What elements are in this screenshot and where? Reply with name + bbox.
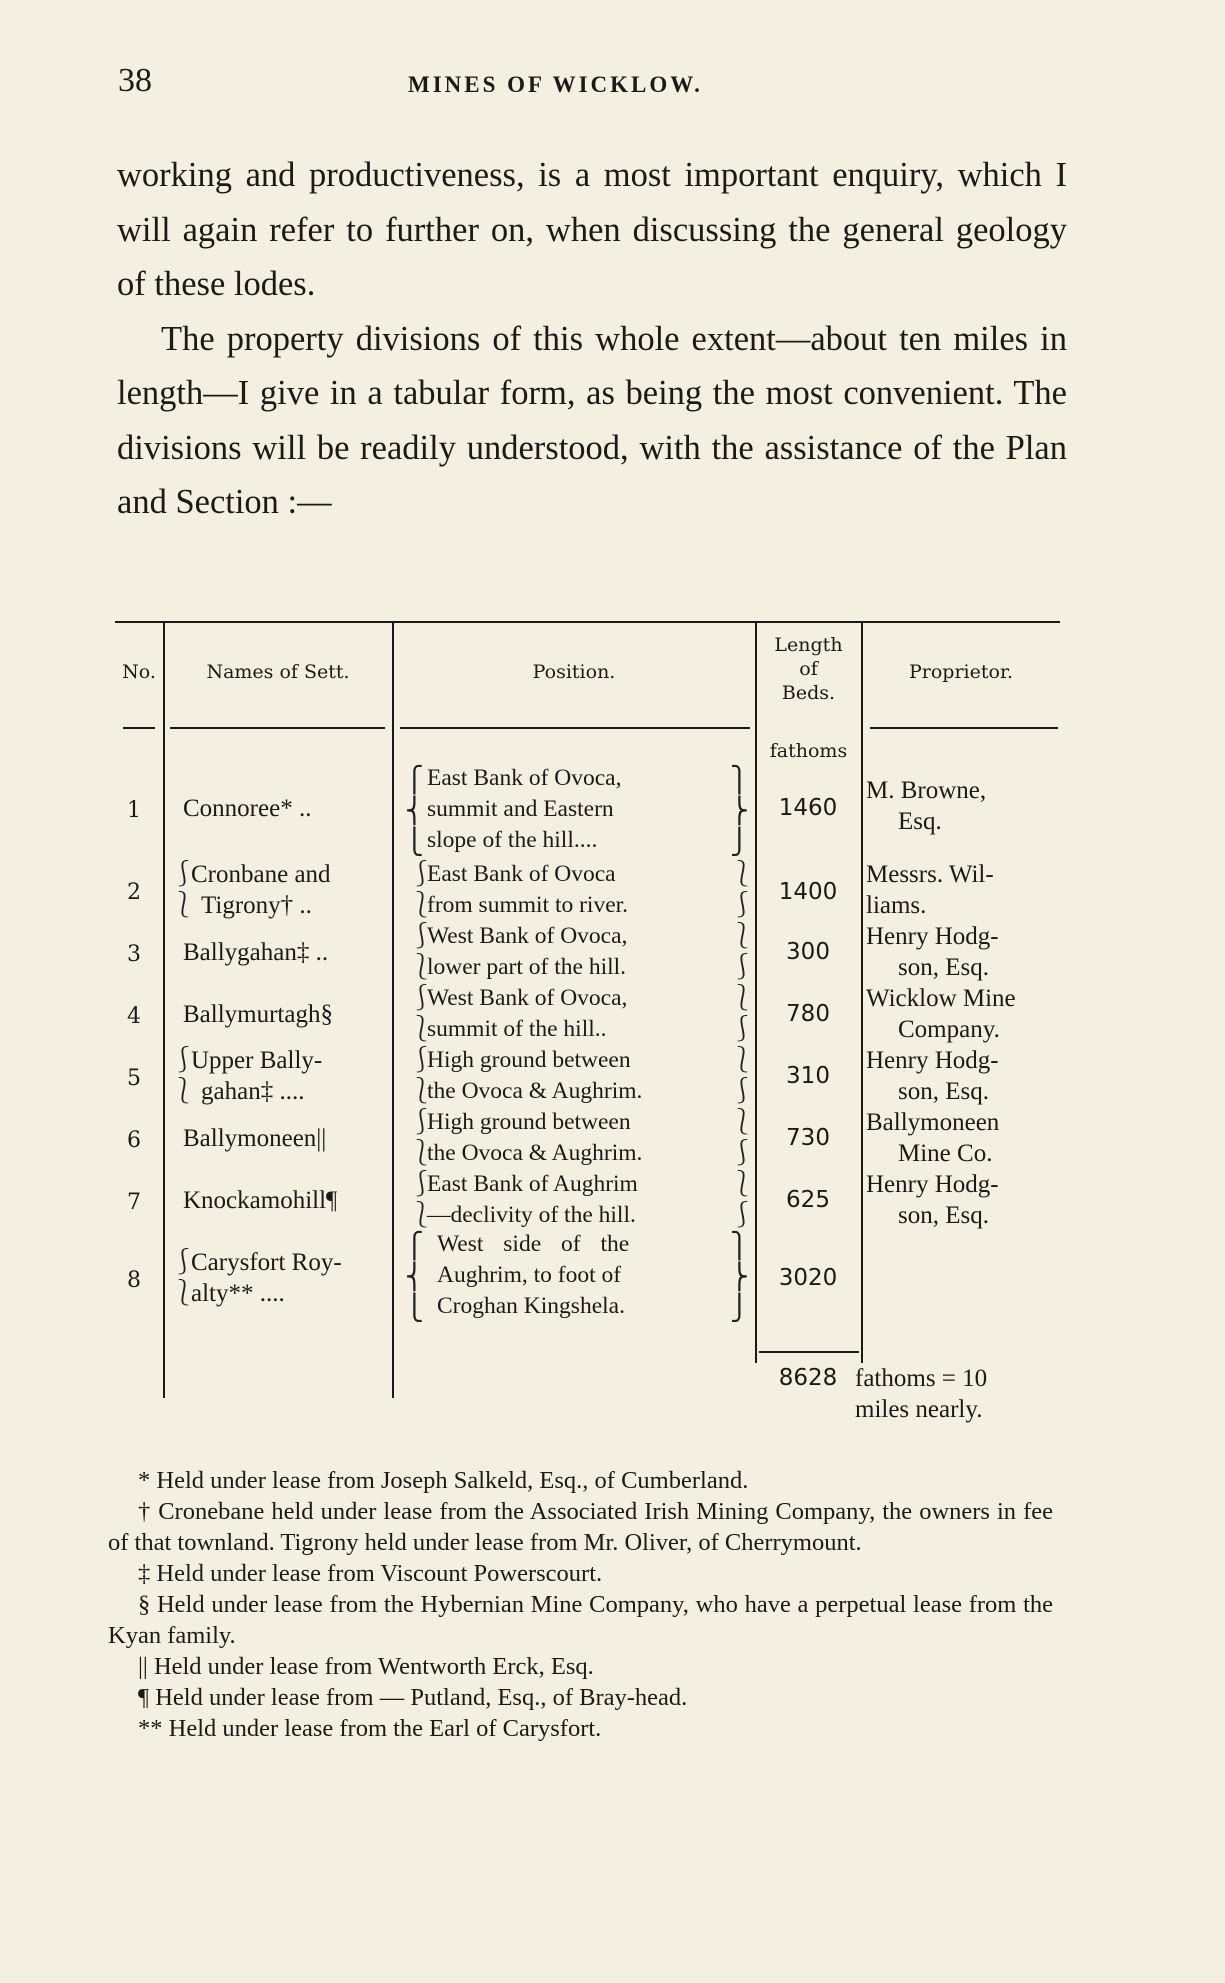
left-brace: ⎰ ⎱ <box>409 1171 435 1229</box>
proprietor: Messrs. Wil- liams. <box>866 861 994 919</box>
left-brace: ⎰ ⎱ <box>171 861 197 919</box>
left-brace: ⎧ ⎨ ⎩ <box>405 767 424 856</box>
sett-name: Connoree* .. <box>183 795 312 822</box>
row-number: 8 <box>127 1268 141 1293</box>
sett-position: West Bank of Ovoca, summit of the hill.. <box>427 985 628 1042</box>
sett-name: Ballymurtagh§ <box>183 1001 333 1028</box>
left-brace: ⎰ ⎱ <box>409 1109 435 1167</box>
total-length: 8628 <box>778 1365 838 1391</box>
bed-length: 730 <box>786 1125 830 1151</box>
column-rule <box>392 623 394 1398</box>
page-header <box>118 62 1078 112</box>
length-unit: fathoms <box>769 740 848 762</box>
column-rule <box>861 623 863 1363</box>
right-brace: ⎫ ⎬ ⎭ <box>730 767 749 856</box>
sett-name: Knockamohill¶ <box>183 1187 338 1214</box>
footnote: ‡ Held under lease from Viscount Powerscourt. <box>138 1560 603 1587</box>
column-header-name: Names of Sett. <box>206 661 350 683</box>
column-header-position: Position. <box>532 661 616 683</box>
left-brace: ⎰ ⎱ <box>409 861 435 919</box>
sett-name: Upper Bally- gahan‡ .... <box>191 1047 323 1105</box>
total-note: fathoms = 10 miles nearly. <box>855 1365 988 1423</box>
bed-length: 780 <box>786 1001 830 1027</box>
sett-position: East Bank of Ovoca from summit to river. <box>427 861 629 918</box>
bed-length: 1460 <box>778 795 838 821</box>
right-brace: ⎱ ⎰ <box>730 861 756 919</box>
sett-name: Carysfort Roy- alty** .... <box>191 1249 342 1307</box>
proprietor: Henry Hodg- son, Esq. <box>866 1171 999 1229</box>
property-divisions-table <box>115 615 1060 1423</box>
sett-name: Cronbane and Tigrony† .. <box>191 861 331 919</box>
right-brace: ⎱ ⎰ <box>730 1109 756 1167</box>
bed-length: 3020 <box>778 1265 838 1291</box>
running-title: MINES OF WICKLOW. <box>408 72 703 97</box>
bed-length: 625 <box>786 1187 830 1213</box>
row-number: 6 <box>127 1128 141 1153</box>
column-header-length: Length of Beds. <box>774 634 843 704</box>
right-brace: ⎱ ⎰ <box>730 923 756 981</box>
bed-length: 300 <box>786 939 830 965</box>
left-brace: ⎰ ⎱ <box>409 923 435 981</box>
sett-position: East Bank of Aughrim —declivity of the hill. <box>427 1171 638 1228</box>
right-brace: ⎱ ⎰ <box>730 1047 756 1105</box>
sett-name: Ballygahan‡ .. <box>183 939 329 966</box>
intro-text <box>117 148 1067 530</box>
column-header-proprietor: Proprietor. <box>909 661 1013 683</box>
paragraph: The property divisions of this whole extent—about ten miles in length—I give in a tabular form, as being the most convenient. The divisions will be readily understood, with the assistance of the Plan and Section :— <box>117 319 1067 521</box>
column-rule <box>755 623 757 1363</box>
footnote: † Cronebane held under lease from the Associated Irish Mining Company, the owners in fee of that townland. Tigrony held under lease from Mr. Oliver, of Cherrymount. <box>108 1498 1054 1556</box>
bed-length: 310 <box>786 1063 830 1089</box>
row-number: 1 <box>127 798 141 823</box>
left-brace: ⎰ ⎱ <box>171 1047 197 1105</box>
row-number: 5 <box>127 1066 141 1091</box>
proprietor: Wicklow Mine Company. <box>866 985 1016 1043</box>
column-header-no: No. <box>122 661 156 683</box>
page-number: 38 <box>118 62 152 99</box>
footnote: || Held under lease from Wentworth Erck, Esq. <box>138 1653 594 1680</box>
footnote: § Held under lease from the Hybernian Mine Company, who have a perpetual lease from the Kyan family. <box>108 1591 1054 1649</box>
footnote: * Held under lease from Joseph Salkeld, Esq., of Cumberland. <box>138 1467 749 1494</box>
footnote: ** Held under lease from the Earl of Carysfort. <box>138 1715 602 1742</box>
left-brace: ⎧ ⎨ ⎩ <box>405 1233 424 1322</box>
header-underline <box>123 727 155 729</box>
right-brace: ⎱ ⎰ <box>730 985 756 1043</box>
sett-position: High ground between the Ovoca & Aughrim. <box>427 1109 643 1166</box>
sett-name: Ballymoneen|| <box>183 1125 327 1152</box>
footnote: ¶ Held under lease from — Putland, Esq., of Bray-head. <box>138 1684 688 1711</box>
footnotes <box>108 1465 1053 1744</box>
proprietor: M. Browne, Esq. <box>866 777 987 835</box>
right-brace: ⎱ ⎰ <box>730 1171 756 1229</box>
proprietor: Henry Hodg- son, Esq. <box>866 923 999 981</box>
row-number: 2 <box>127 880 141 905</box>
row-number: 4 <box>127 1004 141 1029</box>
sett-position: High ground between the Ovoca & Aughrim. <box>427 1047 643 1104</box>
row-number: 3 <box>127 942 141 967</box>
total-rule <box>759 1351 859 1353</box>
sett-position: East Bank of Ovoca, summit and Eastern slope of the hill.... <box>427 765 622 853</box>
proprietor: Henry Hodg- son, Esq. <box>866 1047 999 1105</box>
paragraph: working and productiveness, is a most important enquiry, which I will again refer to further on, when discussing the general geology of these lodes. <box>117 156 1067 303</box>
left-brace: ⎰ ⎱ <box>409 985 435 1043</box>
header-underline <box>400 727 750 729</box>
header-underline <box>170 727 385 729</box>
table-top-rule <box>115 621 1060 623</box>
left-brace: ⎰ ⎱ <box>409 1047 435 1105</box>
column-rule <box>163 623 165 1398</box>
row-number: 7 <box>127 1190 141 1215</box>
bed-length: 1400 <box>778 879 838 905</box>
sett-position: West side of the Aughrim, to foot of Croghan Kingshela. <box>437 1231 630 1319</box>
sett-position: West Bank of Ovoca, lower part of the hill. <box>427 923 628 980</box>
header-underline <box>870 727 1058 729</box>
proprietor: Ballymoneen Mine Co. <box>866 1109 1000 1167</box>
right-brace: ⎫ ⎬ ⎭ <box>730 1233 749 1322</box>
left-brace: ⎰ ⎱ <box>171 1249 197 1307</box>
